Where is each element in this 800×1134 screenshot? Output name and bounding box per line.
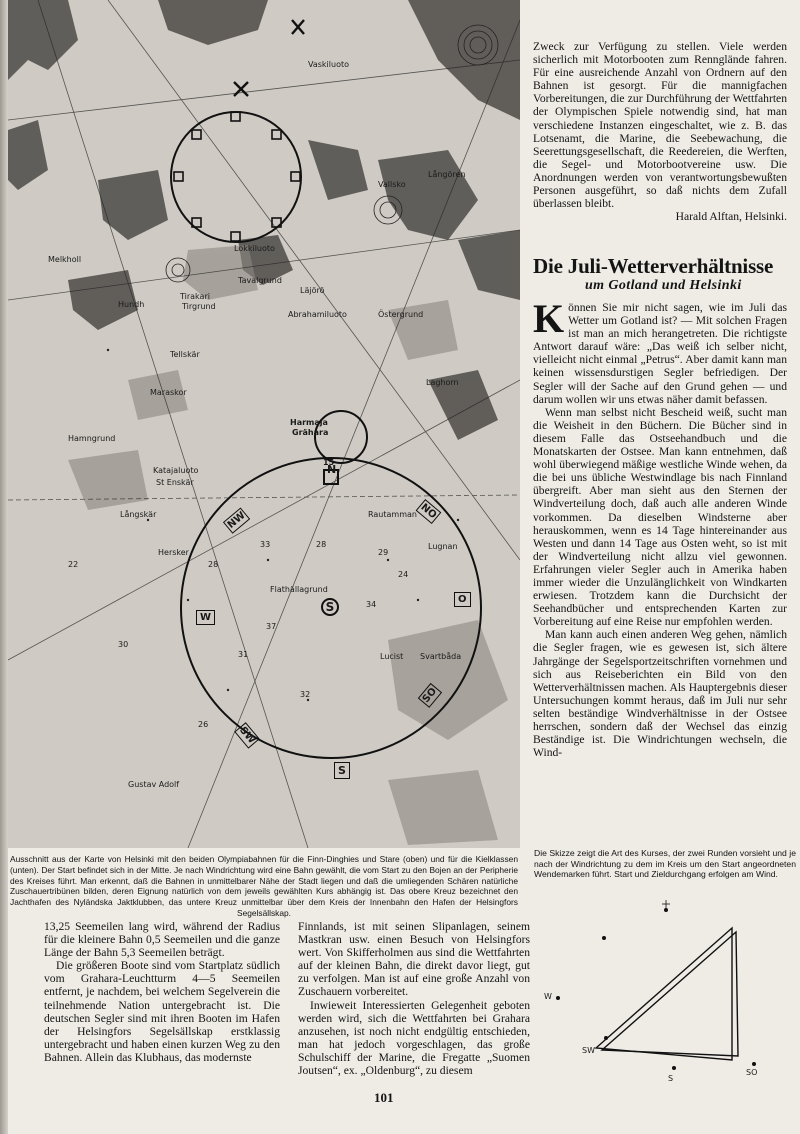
place-rautamman: Rautamman (368, 510, 417, 519)
page-gutter (0, 0, 8, 1134)
place-svartbada: Svartbåda (420, 652, 462, 661)
depth: 24 (398, 570, 409, 579)
sketch-label-so: SO (746, 1068, 758, 1077)
depth: 34 (366, 600, 377, 609)
course-sketch-drawing (534, 890, 796, 1090)
paragraph: 13,25 Seemeilen lang wird, während der Radius für die kleinere Bahn 0,5 Seemeilen und die ganze Länge der Bahn 5,3 Seemeilen beträgt. (44, 920, 280, 960)
place-gustav-adolf: Gustav Adolf (128, 780, 180, 789)
course-mark-nw: NW (223, 507, 251, 534)
paragraph: Zweck zur Verfügung zu stellen. Viele werden sicherlich mit Motorbooten zum Rennglände fahren. Für eine ausreichende Anzahl von Ordnern auf den Bahnen ist gesorgt. Für die mannigfachen Vorbereitungen, die zur Durchführung der Wettfahrten der Olympischen Spiele notwendig sind, hat man verschiedene Instanzen eingeschaltet, wie z. B. das Lotsenamt, die Marine, die Seebewachung, die Seerettungsgesellschaft, die Reedereien, die Werften, die Segel- und Motorbootvereine usw. Die Anordnungen werden von verantwortungsbewußten Personen ausgeführt, so daß nichts dem Zufall überlassen bleibt. (533, 40, 787, 211)
place-maraskor: Maraskor (150, 388, 187, 397)
depth: 30 (118, 640, 129, 649)
depth: 33 (260, 540, 271, 549)
paragraph (533, 296, 787, 406)
dropcap: K (533, 296, 565, 341)
paragraph-text: önnen Sie mir nicht sagen, wie im Juli das Wetter um Gotland ist? — Mit solchen Fragen ist man an mich herangetreten. Die richtigste Antwort darauf wäre: „Das weiß ich selber nicht, vielleicht nicht einmal „Petrus“. Aber damit kann man keinen wissensdurstigen Segler befriedigen. Der Segler will der Sache auf den Grund gehen — und darum wollen wir uns etwas näher damit befassen. (533, 301, 787, 406)
page-number: 101 (374, 1090, 394, 1105)
paragraph: Inwieweit Interessierten Gelegenheit geboten werden wird, sich die Wettfahrten bei Grahara anzusehen, ist noch nicht endgültig entschieden, man hat jedoch vorgeschlagen, das große Schulschiff der Marine, die Fregatte „Suomen Joutsen“, ex. „Oldenburg“, zu diesem (298, 998, 530, 1078)
place-langoren: Långören (428, 170, 466, 179)
place-lugnan: Lugnan (428, 542, 458, 551)
place-melkholl: Melkholl (48, 255, 82, 264)
sketch-label-sw: SW (582, 1046, 595, 1055)
author-signature: Harald Alftan, Helsinki. (675, 210, 787, 224)
depth: 28 (316, 540, 327, 549)
bottom-left-column (44, 920, 280, 1064)
place-grahara: Grähara (292, 428, 329, 437)
chart-drawing (8, 0, 520, 848)
place-laghorn: Laghorn (426, 378, 459, 387)
sketch-caption: Die Skizze zeigt die Art des Kurses, der zwei Runden vorsieht und je nach der Windrichtung zu dem im Kreis um den Start angeordneten Wendemarken führt. Start und Zieldurchgang erfolgen am Wind. (534, 848, 796, 880)
place-hamngrund: Hamngrund (68, 434, 116, 443)
nautical-chart-figure (8, 0, 520, 848)
place-tavalgrund: Tavalgrund (238, 276, 282, 285)
place-tirakari: Tirakari (180, 292, 210, 301)
depth: 32 (300, 690, 311, 699)
sketch-label-s: S (668, 1074, 674, 1083)
paragraph: Finnlands, ist mit seinen Slipanlagen, seinem Mastkran usw. einen Besuch von Helsingfors wert. Von Skifferholmen aus sind die Wettfahrten auf der kleinen Bahn, die direkt davor liegt, gut zu verfolgen. Man ist auf eine große Anzahl von Zuschauern vorbereitet. (298, 920, 530, 999)
place-lucist: Lucist (380, 652, 404, 661)
place-hundh: Hundh (118, 300, 145, 309)
place-st-enskar: St Enskär (156, 478, 194, 487)
article-headline: Die Juli-Wetterverhältnisse (533, 254, 774, 278)
place-harmaja: Harmaja (290, 418, 328, 427)
course-mark-o: O (454, 592, 471, 607)
place-lagor: Läjörö (300, 286, 325, 295)
depth: 22 (68, 560, 79, 569)
map-caption: Ausschnitt aus der Karte von Helsinki mit den beiden Olympiabahnen für die Finn-Dinghies und Stare (oben) und für die Kielklassen (unten). Der Start befindet sich in der Mitte. Je nach Windrichtung wird eine Bahn gewählt, die vom Start zu den Bojen an der Peripherie des Kreises führt. Man erkennt, daß die Bahnen in unmittelbarer Nähe der Stadt liegen und daß die umliegenden Schären natürliche Zuschauertribünen bilden, deren Eignung natürlich von dem jeweils gewählten Kurs abhängig ist. Das obere Kreuz bezeichnet den Jachthafen des Nyländska Jaktklubben, das untere Kreuz unmittelbar über dem Kreis der Innenbahn den Hafen der Helsingfors Segelsällskap. (10, 854, 518, 918)
course-mark-n: N (327, 463, 337, 476)
article-subheadline: um Gotland und Helsinki (585, 278, 742, 293)
course-mark-sw: SW (234, 722, 260, 749)
place-hersker: Hersker (158, 548, 189, 557)
course-mark-s: S (334, 762, 350, 779)
place-vaskiluoto: Vaskiluoto (308, 60, 349, 69)
depth: 31 (238, 650, 249, 659)
sketch-label-w: W (544, 992, 552, 1001)
paragraph: Die größeren Boote sind vom Startplatz südlich vom Grahara-Leuchtturm 4—5 Seemeilen entfernt, je nachdem, bei welchem Segelverein die teilnehmende Nation untergebracht ist. Die deutschen Segler sind mit ihren Booten im Hafen der Helsingfors Segelsällskap erstklassig untergebracht und haben einen kurzen Weg zu den Bahnen. Allein das Klubhaus, das modernste (44, 959, 280, 1064)
depth: 37 (266, 622, 277, 631)
course-mark-so: SO (418, 683, 442, 708)
depth: 29 (378, 548, 389, 557)
course-sketch (534, 890, 796, 1090)
depth: 15 (323, 458, 335, 467)
place-katajaluoto: Katajaluoto (153, 466, 199, 475)
place-abrahamiluoto: Abrahamiluoto (288, 310, 347, 319)
course-mark-w: W (196, 610, 215, 625)
place-tellskar: Tellskär (170, 350, 200, 359)
article-body (533, 296, 787, 760)
bottom-middle-column (298, 920, 530, 1077)
place-langskar: Långskär (120, 510, 157, 519)
place-ostergrund: Östergrund (378, 310, 424, 319)
right-column-continuation (533, 40, 787, 223)
depth: 28 (208, 560, 219, 569)
place-tirgrund: Tirgrund (182, 302, 216, 311)
depth: 26 (198, 720, 209, 729)
paragraph: Man kann auch einen anderen Weg gehen, nämlich die Segler fragen, wie es gewesen ist, sich ältere Jahrgänge der Segelsportzeitschriften vornehmen und sich aus Reiseberichten ein Bild von den Wetterverhältnissen machen. Als Hauptergebnis dieser Untersuchungen kommt heraus, daß im Juli nur sehr selten beständige Windverhältnisse in der Ostsee herrschen, sondern daß der Wechsel das einzig Beständige ist. Die Windrichtungen wechseln, die Wind- (533, 628, 787, 760)
paragraph: Wenn man selbst nicht Bescheid weiß, sucht man die Weisheit in den Büchern. Die Bücher sind in diesem Falle das Ostseehandbuch und die Monatskarten der Ostsee. Man kann entnehmen, daß wohl überwiegend mäßige westliche Winde wehen, da die bei uns übliche Westwindlage bis nach Finnland übergreift. Aber man sieht aus den Sternen der Windverteilung doch, daß auch alle anderen Winde vorkommen. Da dieselben Windsterne aber herauskommen, wenn es 14 Tage hintereinander aus Westen und dann 14 Tage aus Osten weht, so ist mit der Windverteilung nicht allzu viel gewonnen. Erfahrungen vieler Segler auch in Amerika haben immer wieder die Unzulänglichkeit von Windkarten erwiesen. Trotzdem kann die Durchsicht der Seehandbücher und entsprechenden Karten zur Vorbereitung auf eine Reise nur empfohlen werden. (533, 405, 787, 629)
place-vallsko: Vallsko (378, 180, 406, 189)
place-lokkiluoto: Lokkiluoto (234, 244, 275, 253)
place-flathallagrund: Flathällagrund (270, 585, 328, 594)
start-mark: S (321, 598, 339, 616)
course-mark-no: NO (416, 499, 442, 524)
